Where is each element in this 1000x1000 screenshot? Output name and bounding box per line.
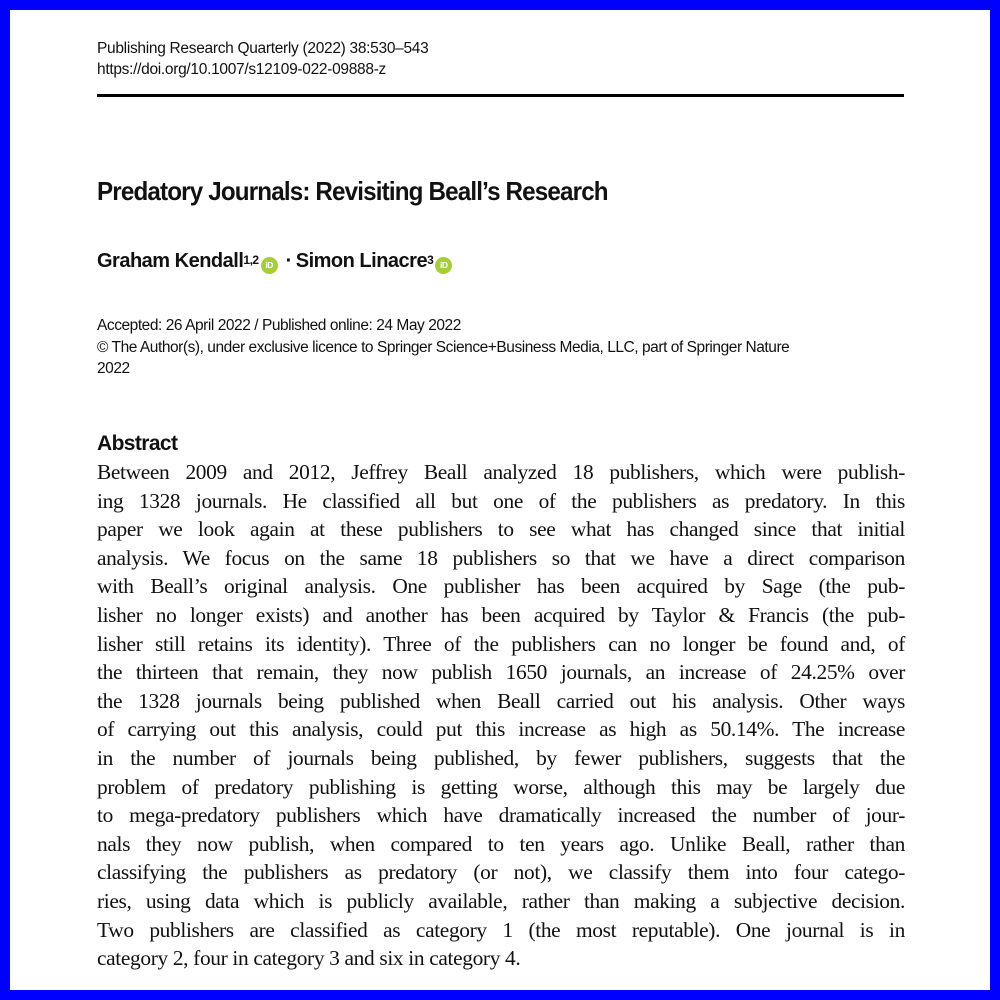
abstract-line: category 2, four in category 3 and six in category 4. <box>97 946 521 971</box>
abstract-line: nals they now publish, when compared to ten years ago. Unlike Beall, rather than <box>97 831 905 856</box>
abstract-line: problem of predatory publishing is getting worse, although this may be largely due <box>97 774 905 799</box>
orcid-icon[interactable]: iD <box>435 257 452 274</box>
abstract-line: lisher no longer exists) and another has been acquired by Taylor & Francis (the pub- <box>97 602 905 627</box>
paper-page <box>10 10 990 990</box>
abstract-line: in the number of journals being published, by fewer publishers, suggests that the <box>97 745 905 770</box>
abstract-line: paper we look again at these publishers to see what has changed since that initial <box>97 517 905 542</box>
author-list <box>97 250 456 273</box>
abstract-line: Between 2009 and 2012, Jeffrey Beall analyzed 18 publishers, which were publish- <box>97 460 905 484</box>
publication-info <box>97 315 897 380</box>
orcid-icon[interactable]: iD <box>261 257 278 274</box>
abstract-body <box>97 458 905 973</box>
journal-header <box>97 38 428 80</box>
author-separator: · <box>285 250 292 272</box>
copyright-line: © The Author(s), under exclusive licence to Springer Science+Business Media, LLC, part of Springer Nature <box>97 338 790 356</box>
abstract-line: ing 1328 journals. He classified all but one of the publishers as predatory. In this <box>97 488 905 513</box>
abstract-line: with Beall’s original analysis. One publisher has been acquired by Sage (the pub- <box>97 574 905 599</box>
header-rule <box>97 94 904 97</box>
copyright-year: 2022 <box>97 360 130 377</box>
author-name[interactable]: Simon Linacre <box>295 250 428 272</box>
abstract-line: to mega-predatory publishers which have dramatically increased the number of jour- <box>97 803 905 828</box>
abstract-line: analysis. We focus on the same 18 publishers so that we have a direct comparison <box>97 545 905 570</box>
abstract-line: of carrying out this analysis, could put this increase as high as 50.14%. The increase <box>97 717 905 742</box>
author-affiliation: 3 <box>427 253 434 267</box>
article-title: Predatory Journals: Revisiting Beall’s Research <box>97 176 608 206</box>
author-name[interactable]: Graham Kendall <box>97 250 244 272</box>
abstract-line: the 1328 journals being published when Beall carried out his analysis. Other ways <box>97 688 905 713</box>
doi-link[interactable]: https://doi.org/10.1007/s12109-022-09888-z <box>97 61 387 78</box>
author-affiliation: 1,2 <box>243 253 259 267</box>
abstract-line: Two publishers are classified as category 1 (the most reputable). One journal is in <box>97 917 905 942</box>
abstract-line: the thirteen that remain, they now publish 1650 journals, an increase of 24.25% over <box>97 660 905 685</box>
abstract-heading: Abstract <box>97 432 178 455</box>
journal-citation: Publishing Research Quarterly (2022) 38:530–543 <box>97 40 429 57</box>
dates-line: Accepted: 26 April 2022 / Published online: 24 May 2022 <box>97 317 461 334</box>
abstract-line: ries, using data which is publicly available, rather than making a subjective decision. <box>97 888 905 913</box>
abstract-line: classifying the publishers as predatory (or not), we classify them into four catego- <box>97 860 905 885</box>
abstract-line: lisher still retains its identity). Three of the publishers can no longer be found and, of <box>97 631 905 656</box>
